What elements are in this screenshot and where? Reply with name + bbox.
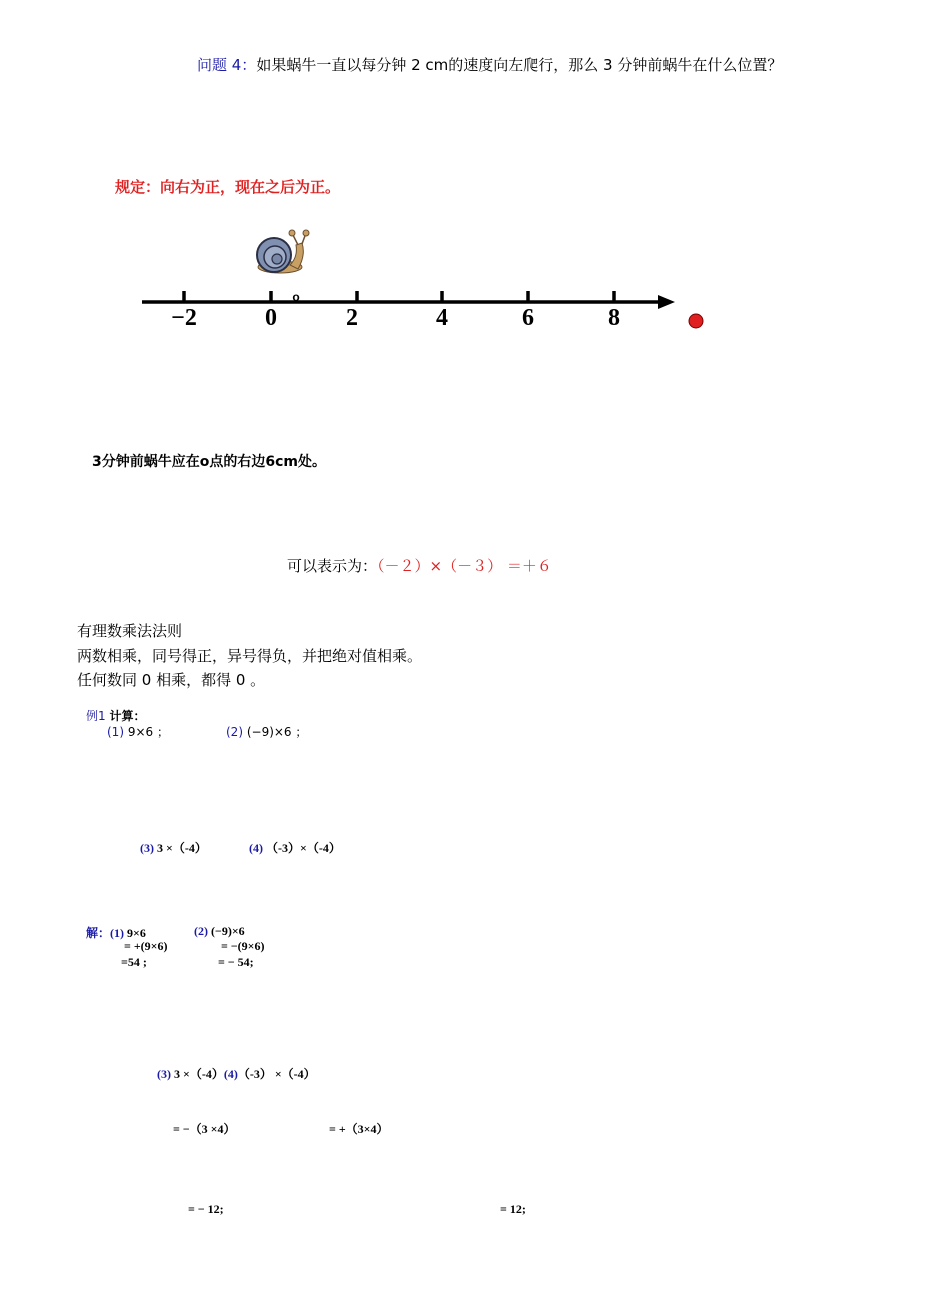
- solution-number: (2): [194, 924, 208, 938]
- expression-formula: （－２）×（－３） ＝＋６: [377, 557, 552, 575]
- solution-expression: 9×6: [127, 926, 146, 940]
- solution-1-line-3: =54 ;: [121, 955, 147, 969]
- rule-note: 规定：向右为正，现在之后为正。: [115, 178, 341, 196]
- problem-number: (4): [249, 841, 263, 855]
- tick-label: 6: [522, 305, 534, 331]
- example-1-title: 计算：: [109, 709, 146, 723]
- tick-label: 4: [436, 305, 448, 331]
- question-4: [197, 54, 782, 75]
- problem-number: (2): [226, 725, 243, 739]
- number-line: [130, 225, 730, 340]
- solution-2-line-2: = −(9×6): [221, 939, 265, 953]
- solution-3-4-line-1: [157, 1065, 316, 1082]
- solution-number: (4): [223, 1067, 238, 1081]
- question-4-text: 如果蜗牛一直以每分钟 2 cm的速度向左爬行，那么 3 分钟前蜗牛在什么位置？: [256, 56, 783, 74]
- law-line-2: 任何数同 0 相乘，都得 0 。: [77, 671, 266, 689]
- snail-icon: [257, 230, 309, 273]
- tick-label: 0: [265, 305, 277, 331]
- solution-2-line-3: = − 54;: [218, 955, 254, 969]
- problem-number: (3): [140, 841, 154, 855]
- expression-prefix: 可以表示为：: [287, 557, 378, 575]
- tick-label: 2: [346, 305, 358, 331]
- tick-label: −2: [171, 305, 197, 331]
- problem-number: (1): [107, 725, 124, 739]
- axis-arrow-icon: [658, 295, 675, 309]
- example-problem-2: [226, 723, 307, 740]
- problem-expression: 9×6 ；: [127, 725, 169, 739]
- solution-expression: (−9)×6: [211, 924, 245, 938]
- solution-3-line-3: = − 12;: [188, 1202, 224, 1216]
- tick-label: 8: [608, 305, 620, 331]
- expression: [287, 555, 552, 576]
- law-line-1: 两数相乘，同号得正，异号得负，并把绝对值相乘。: [77, 647, 423, 665]
- solution-expression: （-3） ×（-4）: [237, 1067, 316, 1081]
- example-problem-4: [249, 839, 341, 856]
- problem-expression: (−9)×6 ；: [246, 725, 308, 739]
- answer-line: 3分钟前蜗牛应在o点的右边6cm处。: [92, 454, 326, 470]
- solution-number: (3): [157, 1067, 171, 1081]
- example-1-header: [86, 707, 145, 724]
- solution-label: 解：: [86, 926, 111, 940]
- origin-label: o: [292, 290, 300, 304]
- example-problem-3: [140, 839, 207, 856]
- solution-1-line-2: = +(9×6): [124, 939, 168, 953]
- problem-expression: （-3）×（-4）: [266, 841, 341, 855]
- number-line-figure: [130, 225, 730, 340]
- law-title: 有理数乘法法则: [77, 622, 183, 640]
- solution-4-line-3: = 12;: [500, 1202, 526, 1216]
- solution-2-line-1: [194, 924, 245, 939]
- solution-number: (1): [110, 926, 125, 940]
- solution-4-line-2: = +（3×4）: [329, 1122, 389, 1136]
- solution-3-line-2: = −（3 ×4）: [173, 1122, 236, 1136]
- question-4-label: 问题 4：: [197, 56, 257, 74]
- red-dot-marker: [689, 314, 703, 328]
- example-1-label: 例1: [86, 709, 106, 723]
- example-problem-1: [107, 723, 169, 740]
- solution-expression: 3 ×（-4）: [174, 1067, 224, 1081]
- problem-expression: 3 ×（-4）: [157, 841, 207, 855]
